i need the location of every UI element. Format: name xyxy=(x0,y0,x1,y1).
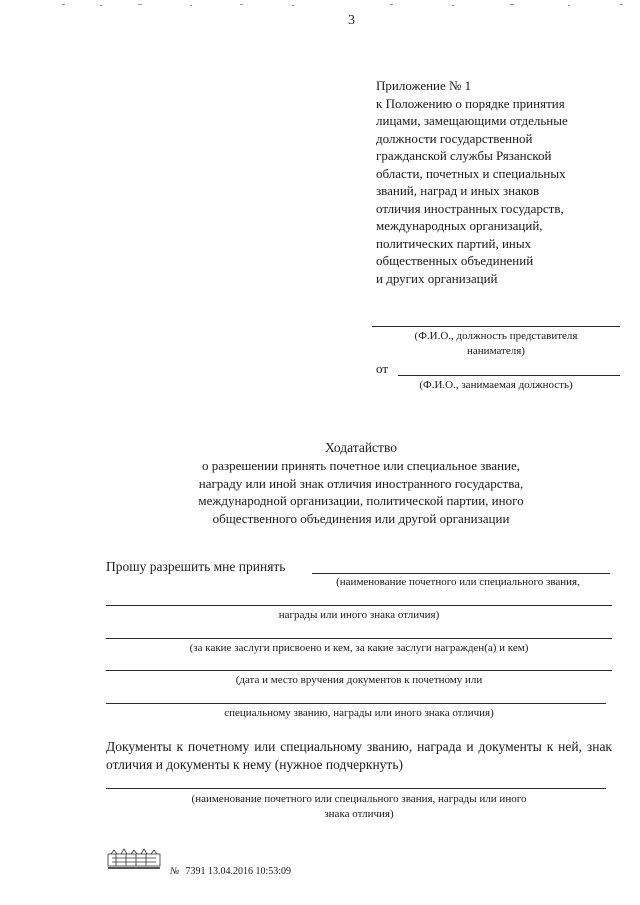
recipient-caption: нанимателя) xyxy=(467,345,525,357)
appendix-block xyxy=(376,77,568,287)
petition-title xyxy=(0,439,640,528)
recipient-line xyxy=(372,326,620,327)
recipient-caption: (Ф.И.О., должность представителя xyxy=(414,330,578,342)
request-caption: (дата и место вручения документов к почетному или xyxy=(235,674,483,686)
appendix-line: международных организаций, xyxy=(376,218,543,233)
page-number: 3 xyxy=(348,13,355,28)
petition-title-line: о разрешении принять почетное или специальное звание, xyxy=(201,457,521,473)
request-lead: Прошу разрешить мне принять xyxy=(106,559,286,574)
request-caption: (наименование почетного или специального звания, xyxy=(336,576,580,588)
request-line-1 xyxy=(312,573,610,574)
request-caption: награды или иного знака отличия) xyxy=(278,609,440,621)
petition-heading: Ходатайство xyxy=(325,440,397,455)
appendix-line: к Положению о порядке принятия xyxy=(376,95,565,111)
registration-stamp xyxy=(106,848,164,870)
appendix-line: отличия иностранных государств, xyxy=(376,200,564,216)
appendix-line: Приложение № 1 xyxy=(376,78,472,93)
request-line-3 xyxy=(106,638,612,639)
petition-title-line: общественного объединения или другой организации xyxy=(212,511,510,527)
appendix-line: должности государственной xyxy=(376,130,533,146)
request-caption: специальному званию, награды или иного знака отличия) xyxy=(224,707,494,719)
request-caption: (за какие заслуги присвоено и кем, за какие заслуги награжден(а) и кем) xyxy=(189,642,529,654)
from-label: от xyxy=(376,361,389,376)
appendix-line: гражданской службы Рязанской xyxy=(376,148,552,163)
documents-caption: (наименование почетного или специального звания, награды или иного xyxy=(191,793,527,805)
from-line xyxy=(398,375,620,376)
registration-number-sign: № xyxy=(170,866,180,877)
documents-text: Документы к почетному или специальному званию, награда и документы к ней, знак отличия и документы к нему (нужное подчеркнуть) xyxy=(106,739,612,772)
petition-title-line: международной организации, политической партии, иного xyxy=(198,493,524,509)
request-line-4 xyxy=(106,670,612,671)
request-line-2 xyxy=(106,605,612,606)
petition-title-line: награду или иной знак отличия иностранного государства, xyxy=(198,475,524,491)
documents-caption: знака отличия) xyxy=(324,808,394,820)
appendix-line: общественных объединений xyxy=(376,253,534,268)
appendix-line: области, почетных и специальных xyxy=(376,165,566,181)
documents-line xyxy=(106,788,606,789)
appendix-line: политических партий, иных xyxy=(376,235,532,251)
appendix-line: званий, наград и иных знаков xyxy=(376,183,540,198)
registration-line xyxy=(170,866,291,877)
from-caption: (Ф.И.О., занимаемая должность) xyxy=(419,379,573,391)
appendix-line: и других организаций xyxy=(376,270,498,286)
scan-specks xyxy=(60,0,640,12)
request-line-5 xyxy=(106,703,606,704)
appendix-line: лицами, замещающими отдельные xyxy=(376,113,568,128)
registration-text: 7391 13.04.2016 10:53:09 xyxy=(185,866,291,877)
